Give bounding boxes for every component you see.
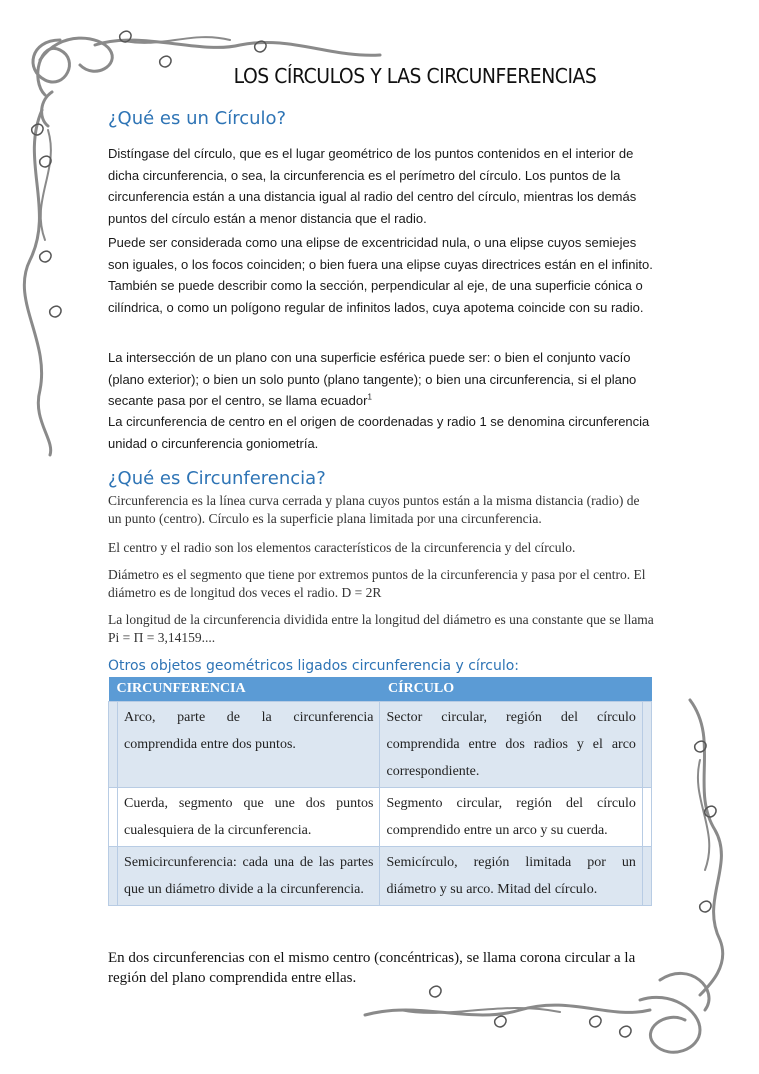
paragraph-circulo-2: Puede ser considerada como una elipse de excentricidad nula, o una elipse cuyos semiejes son iguales, o los focos coinciden; o bien fuera una elipse cuyas directrices están en el infinito. También se puede describir como la sección, perpendicular al eje, de una superficie cónica o cilíndrica, o como un polígono regular de infinitos lados, cuya apotema coincide con su radio.	[108, 235, 653, 315]
table-spacer-cell	[642, 788, 651, 847]
table-header-circulo: CÍRCULO	[380, 677, 652, 702]
paragraph-circunferencia-2: El centro y el radio son los elementos característicos de la circunferencia y del círculo.	[108, 540, 576, 555]
table-cell: Arco, parte de la circunferencia comprendida entre dos puntos.	[118, 702, 380, 788]
paragraph-circulo-3-text: La intersección de un plano con una superficie esférica puede ser: o bien el conjunto vacío (plano exterior); o bien un solo punto (plano tangente); o bien una circunferencia, si el plano secante pasa por el centro, se llama ecuador	[108, 350, 637, 408]
table-header-row	[109, 677, 652, 702]
table-cell: Sector circular, región del círculo comprendida entre dos radios y el arco correspondiente.	[380, 702, 642, 788]
table-row	[109, 788, 652, 847]
table-row	[109, 702, 652, 788]
paragraph-circunferencia-4: La longitud de la circunferencia dividida entre la longitud del diámetro es una constante que se llama Pi = Π = 3,14159....	[108, 612, 654, 645]
paragraph-circulo-3	[108, 347, 654, 412]
paragraph-circulo-1: Distíngase del círculo, que es el lugar geométrico de los puntos contenidos en el interior de dicha circunferencia, o sea, la circunferencia es el perímetro del círculo. Los puntos de la circunferencia están a una distancia igual al radio del centro del círculo, mientras los demás puntos del círculo están a menor distancia que el radio.	[108, 146, 637, 226]
heading-otros-objetos: Otros objetos geométricos ligados circunferencia y círculo:	[108, 658, 520, 674]
table-cell: Cuerda, segmento que une dos puntos cualesquiera de la circunferencia.	[118, 788, 380, 847]
table-spacer-cell	[109, 847, 118, 906]
table-cell: Semicircunferencia: cada una de las partes que un diámetro divide a la circunferencia.	[118, 847, 380, 906]
table-header-circunferencia: CIRCUNFERENCIA	[109, 677, 380, 702]
table-spacer-cell	[642, 847, 651, 906]
table-spacer-cell	[109, 788, 118, 847]
table-cell: Segmento circular, región del círculo comprendido entre un arco y su cuerda.	[380, 788, 642, 847]
table-spacer-cell	[109, 702, 118, 788]
paragraph-circunferencia-1: Circunferencia es la línea curva cerrada y plana cuyos puntos están a la misma distancia (radio) de un punto (centro). Círculo es la superficie plana limitada por una circunferencia.	[108, 493, 640, 526]
paragraph-circunferencia-3: Diámetro es el segmento que tiene por extremos puntos de la circunferencia y pasa por el centro. El diámetro es de longitud dos veces el radio. D = 2R	[108, 567, 646, 600]
comparison-table	[108, 677, 652, 906]
table-spacer-cell	[642, 702, 651, 788]
closing-paragraph: En dos circunferencias con el mismo centro (concéntricas), se llama corona circular a la región del plano comprendida entre ellas.	[108, 950, 636, 986]
heading-que-es-circunferencia: ¿Qué es Circunferencia?	[108, 468, 326, 489]
footnote-reference[interactable]: 1	[367, 392, 372, 402]
paragraph-circulo-4: La circunferencia de centro en el origen de coordenadas y radio 1 se denomina circunferencia unidad o circunferencia goniometría.	[108, 414, 650, 451]
document-title: LOS CÍRCULOS Y LAS CIRCUNFERENCIAS	[233, 64, 597, 88]
heading-que-es-circulo: ¿Qué es un Círculo?	[108, 108, 287, 129]
table-row	[109, 847, 652, 906]
table-cell: Semicírculo, región limitada por un diámetro y su arco. Mitad del círculo.	[380, 847, 642, 906]
